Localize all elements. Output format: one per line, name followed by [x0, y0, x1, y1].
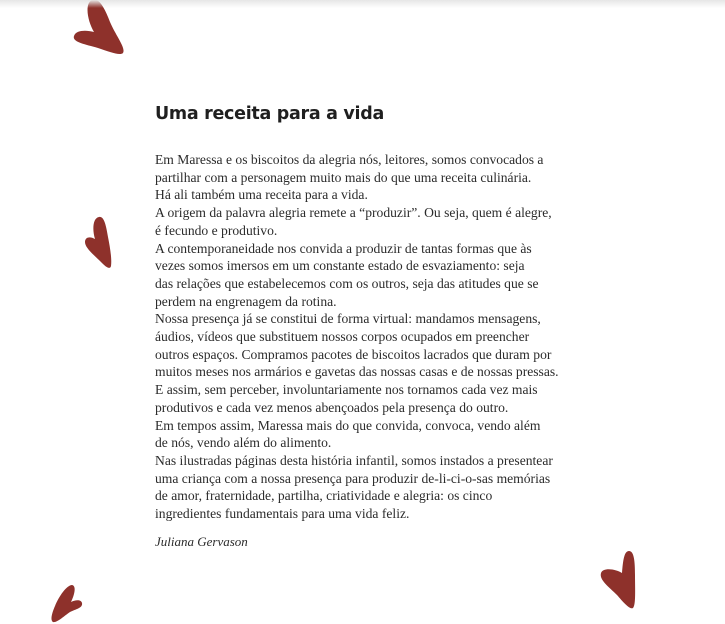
text-line: Há ali também uma receita para a vida. [155, 187, 368, 203]
text-line: muitos meses nos armários e gavetas das nossas casas e de nossas pressas. [155, 364, 559, 380]
text-line: produtivos e cada vez menos abençoados pela presença do outro. [155, 399, 509, 415]
page-title: Uma receita para a vida [155, 104, 384, 124]
text-line: Em tempos assim, Maressa mais do que convida, convoca, vendo além [155, 417, 541, 433]
text-line: Em Maressa e os biscoitos da alegria nós, leitores, somos convocados a [155, 152, 544, 167]
body-text [155, 151, 585, 523]
text-line: Nossa presença já se constitui de forma virtual: mandamos mensagens, [155, 311, 541, 327]
text-line: perdem na engrenagem da rotina. [155, 293, 337, 309]
text-line: outros espaços. Compramos pacotes de biscoitos lacrados que duram por [155, 346, 552, 362]
text-line: partilhar com a personagem muito mais do que uma receita culinária. [155, 169, 532, 185]
text-line: das relações que estabelecemos com os outros, seja das atitudes que se [155, 275, 539, 291]
heart-bottom-left-icon [47, 582, 87, 624]
text-line: de nós, vendo além do alimento. [155, 435, 332, 451]
text-line: de amor, fraternidade, partilha, criatividade e alegria: os cinco [155, 488, 493, 504]
text-line: vezes somos imersos em um constante estado de esvaziamento: seja [155, 258, 525, 274]
text-line: é fecundo e produtivo. [155, 222, 278, 238]
text-line: A contemporaneidade nos convida a produzir de tantas formas que às [155, 240, 532, 256]
heart-top-left-icon [70, 0, 128, 62]
heart-bottom-right-icon [597, 549, 639, 613]
text-line: uma criança com a nossa presença para produzir de-li-ci-o-sas memórias [155, 470, 551, 486]
text-line: ingredientes fundamentais para uma vida feliz. [155, 506, 410, 522]
text-line: E assim, sem perceber, involuntariamente nos tornamos cada vez mais [155, 382, 538, 398]
text-line: A origem da palavra alegria remete a “produzir”. Ou seja, quem é alegre, [155, 205, 552, 221]
heart-mid-left-icon [82, 215, 116, 271]
author-signature: Juliana Gervason [155, 534, 248, 549]
page-top-edge [0, 0, 725, 8]
text-line: Nas ilustradas páginas desta história infantil, somos instados a presentear [155, 452, 553, 468]
text-line: áudios, vídeos que substituem nossos corpos ocupados em preencher [155, 329, 530, 345]
